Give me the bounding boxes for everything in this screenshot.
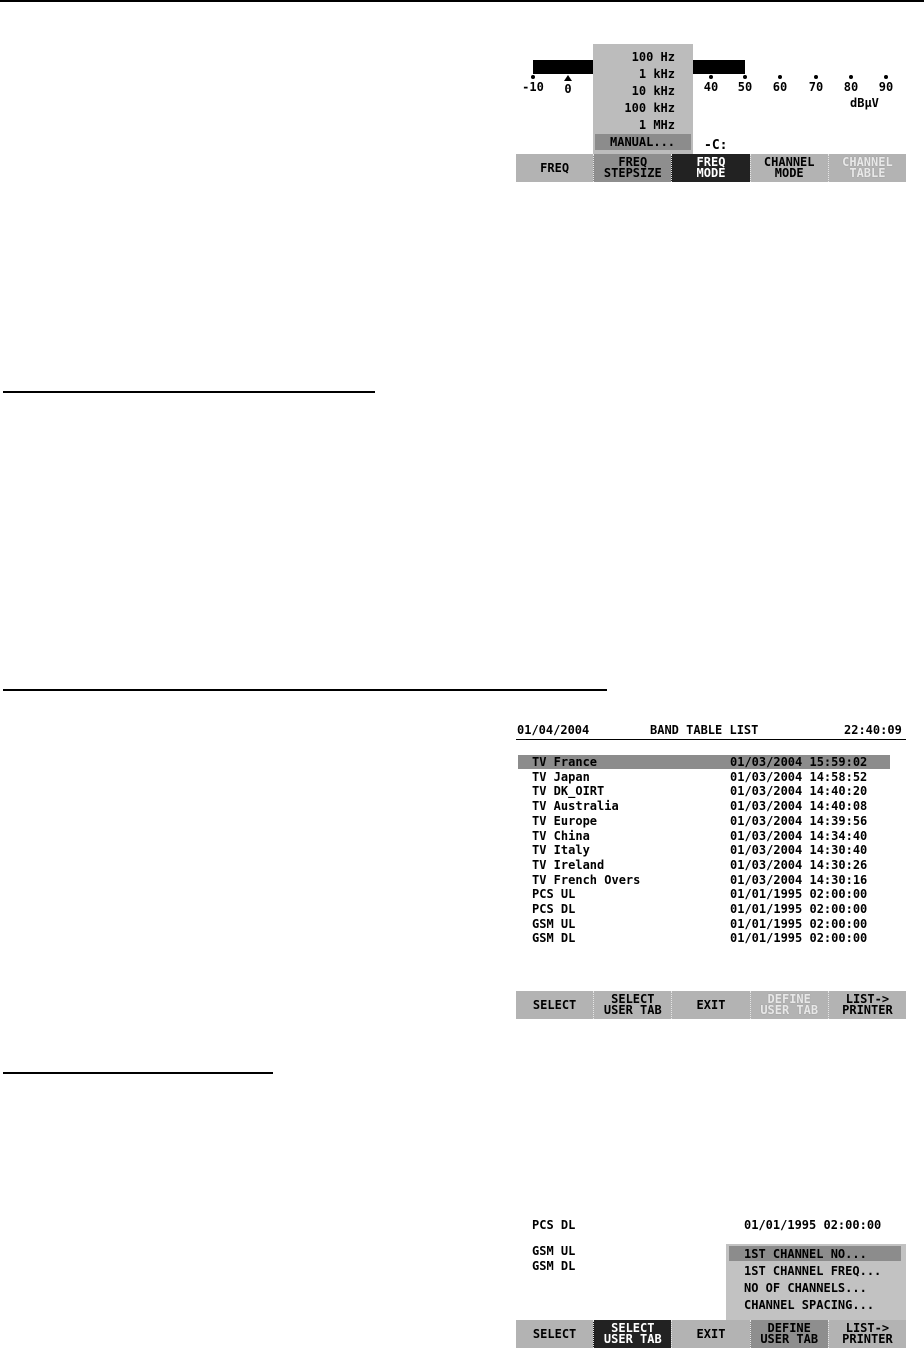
softkey-define-user-tab[interactable]: DEFINE USER TAB	[750, 1320, 828, 1348]
clipped-row-name: PCS DL	[532, 1218, 576, 1232]
row-date: 01/03/2004 14:58:52	[730, 769, 868, 784]
table-row[interactable]	[518, 887, 890, 901]
row-date: 01/01/1995 02:00:00	[730, 887, 868, 902]
scale-tick: -10	[518, 75, 548, 94]
softkey-select-user-tab[interactable]: SELECT USER TAB	[593, 1320, 671, 1348]
softkey-exit[interactable]: EXIT	[671, 1320, 749, 1348]
row-name: PCS UL	[532, 887, 576, 902]
row-date: 01/03/2004 14:40:20	[730, 784, 868, 799]
row-name: TV France	[532, 755, 598, 769]
row-name: TV Europe	[532, 813, 598, 828]
row-date: 01/03/2004 14:30:26	[730, 857, 868, 872]
scale-tick: 80	[836, 75, 866, 94]
menu-item-no-of-channels[interactable]	[726, 1280, 904, 1295]
table-row[interactable]	[518, 931, 890, 945]
row-date: 01/03/2004 15:59:02	[730, 755, 868, 769]
softkey-freq-mode[interactable]: FREQ MODE	[671, 154, 749, 182]
row-name: TV French Overs	[532, 872, 641, 887]
softkey-channel-table[interactable]: CHANNEL TABLE	[828, 154, 906, 182]
menu-item-label: CHANNEL SPACING...	[744, 1298, 875, 1312]
row-name: TV Japan	[532, 769, 590, 784]
table-row[interactable]	[518, 814, 890, 828]
scale-tick: 90	[871, 75, 901, 94]
softkey-define-user-tab[interactable]: DEFINE USER TAB	[750, 991, 828, 1019]
softkey-bar	[516, 991, 906, 1019]
table-row[interactable]	[518, 873, 890, 887]
scale-tick: 70	[801, 75, 831, 94]
row-date: 01/03/2004 14:34:40	[730, 828, 868, 843]
heading-underline-1	[3, 391, 375, 393]
freq-stepsize-screen	[516, 44, 906, 182]
scale-tick: 50	[730, 75, 760, 94]
scale-tick: 40	[696, 75, 726, 94]
menu-item-label: 1ST CHANNEL NO...	[744, 1247, 867, 1261]
table-row[interactable]	[518, 843, 890, 857]
table-row[interactable]	[518, 917, 890, 931]
stepsize-dropdown[interactable]	[593, 44, 693, 154]
row-date: 01/01/1995 02:00:00	[730, 902, 868, 916]
stepsize-option[interactable]: 100 kHz	[624, 101, 675, 115]
band-table-list-screen	[516, 723, 906, 1019]
list-item[interactable]: GSM UL	[532, 1244, 576, 1258]
row-date: 01/03/2004 14:30:16	[730, 872, 868, 887]
softkey-bar	[516, 154, 906, 182]
input-connector-icon: -C:	[704, 138, 728, 153]
softkey-list-printer[interactable]: LIST-> PRINTER	[828, 991, 906, 1019]
softkey-channel-mode[interactable]: CHANNEL MODE	[750, 154, 828, 182]
table-row[interactable]	[518, 902, 890, 916]
row-name: PCS DL	[532, 902, 576, 916]
menu-item-channel-spacing[interactable]	[726, 1297, 904, 1312]
row-name: TV DK_OIRT	[532, 784, 605, 799]
list-item[interactable]: GSM DL	[532, 1259, 576, 1273]
softkey-select[interactable]: SELECT	[532, 1326, 577, 1341]
heading-underline-2	[3, 689, 607, 691]
row-date: 01/03/2004 14:30:40	[730, 843, 868, 858]
stepsize-option-manual-label: MANUAL...	[610, 135, 676, 149]
header-rule	[516, 739, 906, 740]
row-name: GSM UL	[532, 916, 576, 931]
row-name: TV Italy	[532, 843, 590, 858]
header-title: BAND TABLE LIST	[650, 723, 759, 737]
header-date: 01/04/2004	[517, 723, 590, 737]
softkey-freq[interactable]: FREQ	[540, 160, 570, 175]
heading-underline-3	[3, 1072, 273, 1074]
softkey-exit[interactable]: EXIT	[671, 991, 749, 1019]
stepsize-option[interactable]: 1 kHz	[638, 67, 675, 81]
row-name: TV Australia	[532, 799, 619, 814]
row-name: GSM DL	[532, 931, 576, 946]
row-date: 01/01/1995 02:00:00	[730, 931, 868, 946]
page-top-rule	[0, 0, 924, 2]
stepsize-option[interactable]: 100 Hz	[631, 50, 675, 64]
softkey-list-printer[interactable]: LIST-> PRINTER	[828, 1320, 906, 1348]
row-date: 01/01/1995 02:00:00	[730, 916, 868, 931]
stepsize-option-manual[interactable]	[595, 134, 691, 150]
stepsize-option[interactable]: 10 kHz	[631, 84, 675, 98]
row-date: 01/03/2004 14:39:56	[730, 813, 868, 828]
header-time: 22:40:09	[844, 723, 902, 737]
softkey-bar	[516, 1320, 906, 1348]
row-date: 01/03/2004 14:40:08	[730, 799, 868, 814]
table-row[interactable]	[518, 829, 890, 843]
scale-tick: 60	[765, 75, 795, 94]
clipped-row-date: 01/01/1995 02:00:00	[744, 1218, 882, 1232]
table-row[interactable]	[518, 799, 890, 813]
define-user-tab-screen	[516, 1218, 906, 1348]
softkey-select[interactable]: SELECT	[532, 997, 577, 1012]
menu-item-label: NO OF CHANNELS...	[744, 1281, 867, 1295]
menu-item-1st-channel-freq[interactable]	[726, 1263, 904, 1278]
softkey-select-user-tab[interactable]: SELECT USER TAB	[593, 991, 671, 1019]
table-row[interactable]	[518, 858, 890, 872]
scale-tick: 0	[553, 75, 583, 96]
stepsize-option[interactable]: 1 MHz	[638, 118, 675, 132]
table-row[interactable]	[518, 770, 890, 784]
table-row[interactable]	[518, 784, 890, 798]
level-bar-right	[693, 60, 745, 74]
softkey-freq-stepsize[interactable]: FREQ STEPSIZE	[593, 154, 671, 182]
row-name: TV China	[532, 828, 590, 843]
table-row[interactable]	[518, 755, 890, 769]
menu-item-label: 1ST CHANNEL FREQ...	[744, 1264, 882, 1278]
row-name: TV Ireland	[532, 857, 605, 872]
scale-unit: dBµV	[850, 96, 879, 110]
define-user-tab-menu	[726, 1244, 906, 1320]
menu-item-1st-channel-no[interactable]	[729, 1246, 901, 1261]
